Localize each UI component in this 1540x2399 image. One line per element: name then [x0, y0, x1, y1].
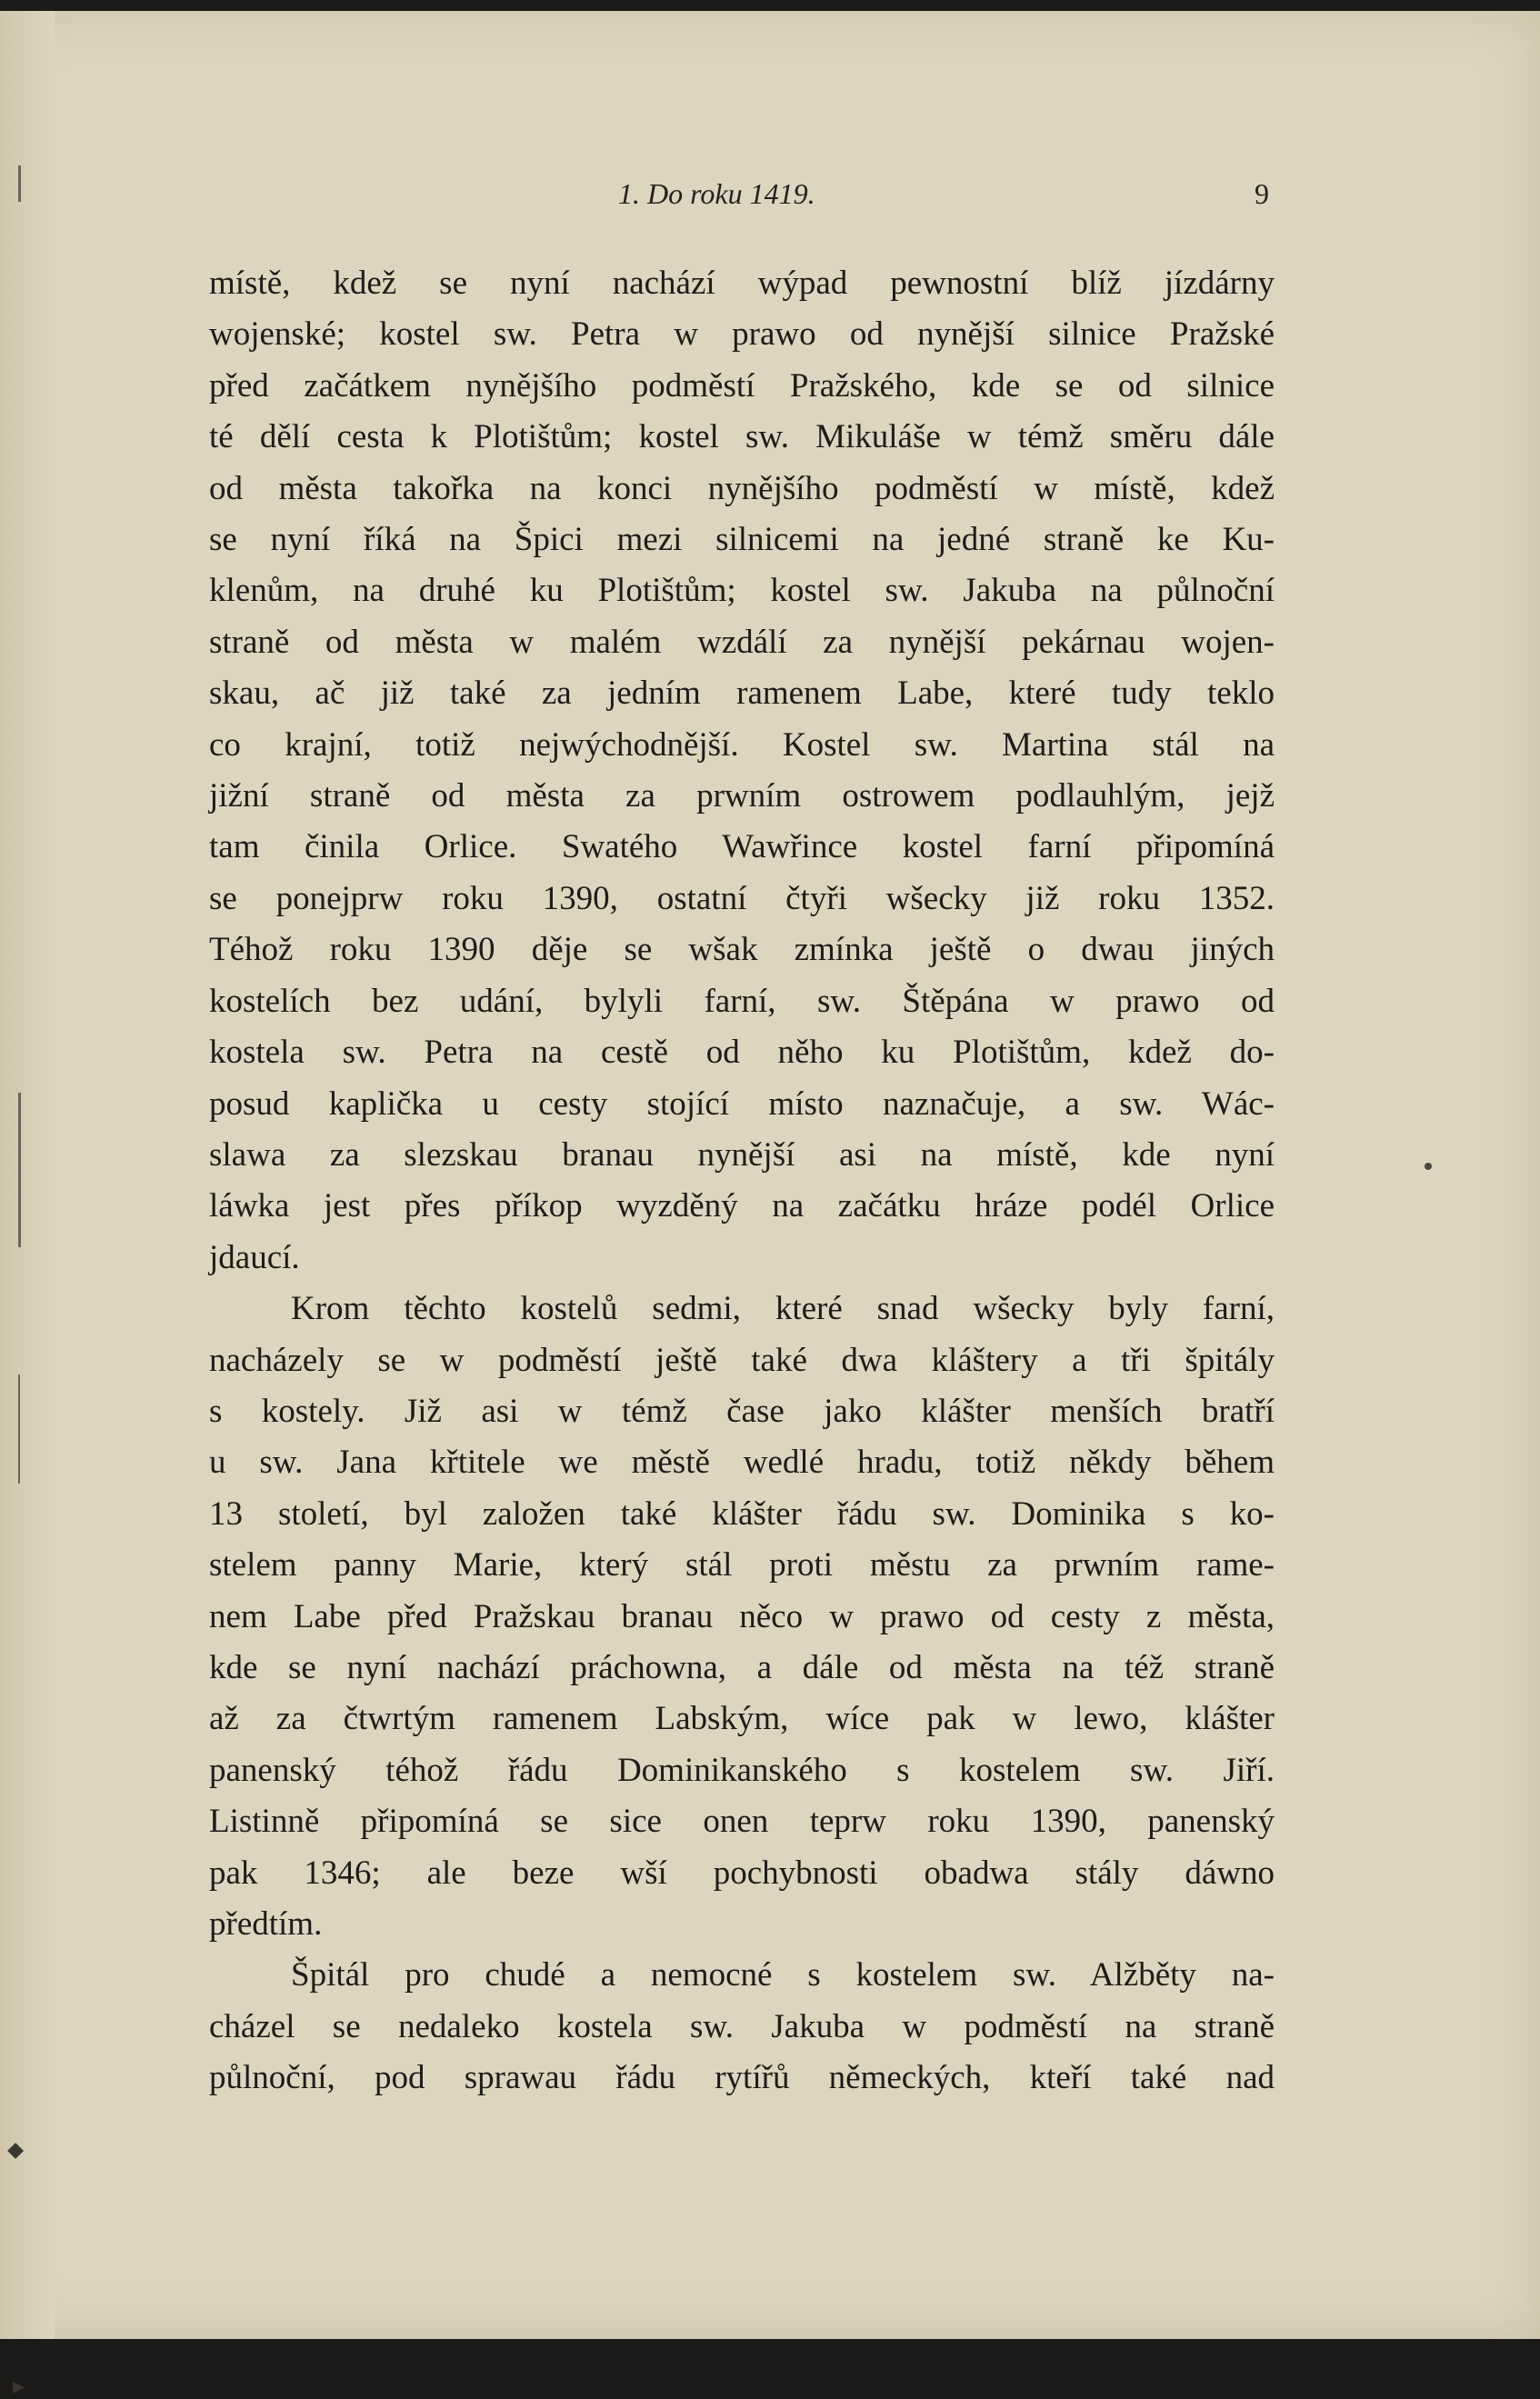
- text-line: se nyní říká na Špici mezi silnicemi na jedné straně ke Ku-: [209, 521, 1275, 559]
- body-text: [209, 258, 1275, 2104]
- text-line: místě, kdež se nyní nachází wýpad pewnostní blíž jízdárny: [209, 265, 1275, 302]
- text-line: stelem panny Marie, který stál proti městu za prwním rame-: [209, 1546, 1275, 1584]
- text-line: od města takořka na konci nynějšího podměstí w místě, kdež: [209, 469, 1275, 507]
- running-header: [0, 170, 1540, 225]
- text-line: panenský téhož řádu Dominikanského s kostelem sw. Jiří.: [209, 1751, 1275, 1789]
- text-line: u sw. Jana křtitele we městě wedlé hradu, totiž někdy během: [209, 1444, 1275, 1482]
- margin-mark: ⬥: [7, 2136, 25, 2163]
- text-line: až za čtwrtým ramenem Labským, wíce pak w lewo, klášter: [209, 1700, 1275, 1738]
- header-title: 1. Do roku 1419.: [618, 177, 815, 210]
- text-line: předtím.: [209, 1905, 323, 1943]
- text-line: Krom těchto kostelů sedmi, které snad wšecky byly farní,: [291, 1290, 1275, 1328]
- paragraph: [209, 1950, 1275, 2104]
- text-line: Téhož roku 1390 děje se wšak zmínka ještě o dwau jiných: [209, 931, 1275, 969]
- margin-mark: [18, 1374, 20, 1484]
- text-line: wojenské; kostel sw. Petra w prawo od nynější silnice Pražské: [209, 315, 1275, 354]
- text-line: jdaucí.: [209, 1238, 300, 1276]
- text-line: 13 století, byl založen také klášter řádu sw. Dominika s ko-: [209, 1494, 1275, 1533]
- text-line: půlnoční, pod sprawau řádu rytířů německých, kteří také nad: [209, 2059, 1275, 2097]
- text-line: kostelích bez udání, bylyli farní, sw. Štěpána w prawo od: [209, 982, 1275, 1020]
- page-scan: [0, 11, 1540, 2399]
- text-line: kostela sw. Petra na cestě od něho ku Plotištům, kdež do-: [209, 1034, 1275, 1072]
- text-line: před začátkem nynějšího podměstí Pražského, kde se od silnice: [209, 366, 1275, 405]
- margin-mark: [18, 1093, 21, 1247]
- text-line: straně od města w malém wzdálí za nynější pekárnau wojen-: [209, 623, 1275, 661]
- page-gutter: [0, 11, 55, 2339]
- text-line: Listinně připomíná se sice onen teprw roku 1390, panenský: [209, 1803, 1275, 1841]
- text-line: se ponejprw roku 1390, ostatní čtyři wšecky již roku 1352.: [209, 879, 1275, 917]
- text-line: nacházely se w podměstí ještě také dwa kláštery a tři špitály: [209, 1341, 1275, 1379]
- margin-dot: [1425, 1163, 1432, 1170]
- text-line: jižní straně od města za prwním ostrowem podlauhlým, jejž: [209, 777, 1275, 815]
- paragraph: [209, 1284, 1275, 1950]
- text-line: posud kaplička u cesty stojící místo naznačuje, a sw. Wác-: [209, 1085, 1275, 1123]
- text-line: láwka jest přes příkop wyzděný na začátku hráze podél Orlice: [209, 1187, 1275, 1225]
- text-line: kde se nyní nachází práchowna, a dále od města na též straně: [209, 1648, 1275, 1686]
- page-number: 9: [1255, 177, 1269, 210]
- text-line: s kostely. Již asi w témž čase jako klášter menších bratří: [209, 1392, 1275, 1430]
- text-line: slawa za slezskau branau nynější asi na místě, kde nyní: [209, 1135, 1275, 1174]
- text-line: tam činila Orlice. Swatého Wawřince kostel farní připomíná: [209, 828, 1275, 866]
- text-line: skau, ač již také za jedním ramenem Labe, které tudy teklo: [209, 675, 1275, 713]
- text-line: Špitál pro chudé a nemocné s kostelem sw. Alžběty na-: [291, 1956, 1275, 1994]
- margin-mark: ▸: [13, 2373, 25, 2399]
- text-line: cházel se nedaleko kostela sw. Jakuba w podměstí na straně: [209, 2007, 1275, 2045]
- text-line: co krajní, totiž nejwýchodnější. Kostel sw. Martina stál na: [209, 725, 1275, 764]
- paragraph: [209, 258, 1275, 1284]
- text-line: klenům, na druhé ku Plotištům; kostel sw. Jakuba na půlnoční: [209, 572, 1275, 610]
- text-line: té dělí cesta k Plotištům; kostel sw. Mikuláše w témž směru dále: [209, 418, 1275, 456]
- text-line: nem Labe před Pražskau branau něco w prawo od cesty z města,: [209, 1597, 1275, 1635]
- text-line: pak 1346; ale beze wší pochybnosti obadwa stály dáwno: [209, 1854, 1275, 1892]
